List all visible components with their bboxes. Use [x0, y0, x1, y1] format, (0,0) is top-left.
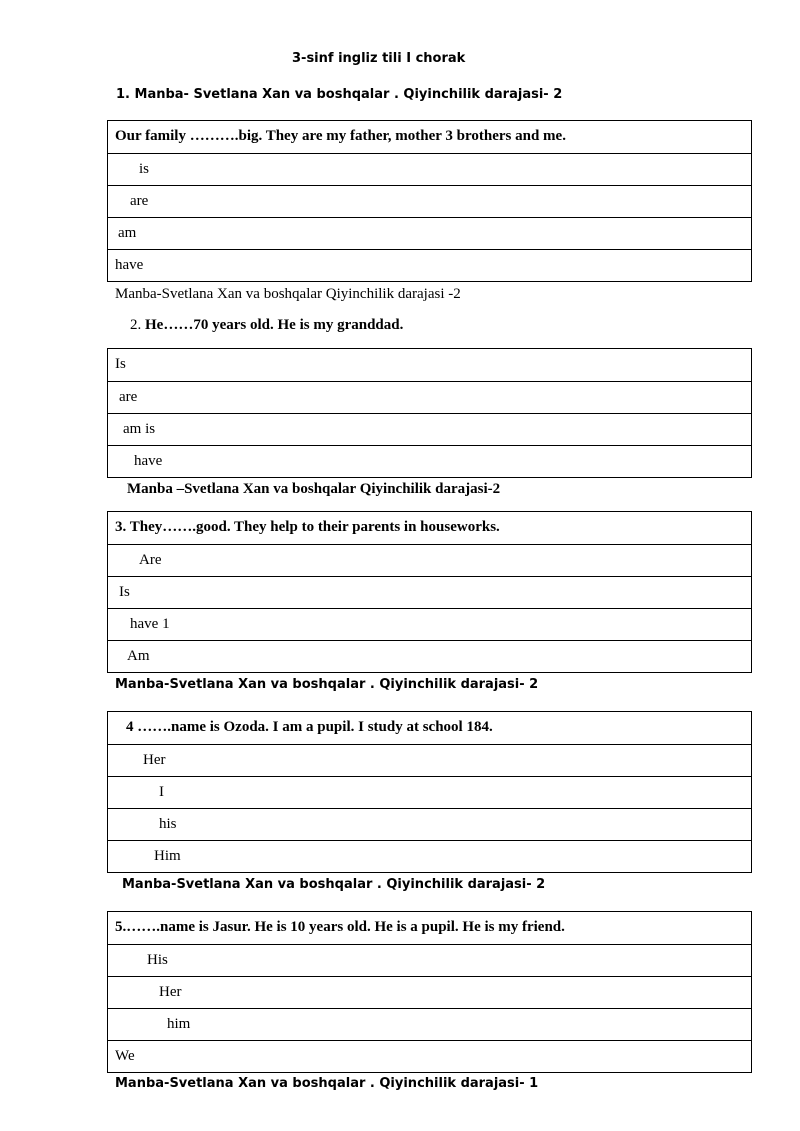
q1-option-2[interactable]: are	[130, 193, 149, 209]
q2-option-2[interactable]: are	[119, 389, 138, 405]
q4-option-1[interactable]: Her	[143, 752, 166, 768]
q4-option-2[interactable]: I	[159, 784, 164, 800]
q1-source: 1. Manba- Svetlana Xan va boshqalar . Qiyinchilik darajasi- 2	[116, 87, 563, 102]
q5-table	[107, 911, 752, 1073]
q1-option-row[interactable]	[108, 185, 751, 217]
q2-option-4[interactable]: have	[134, 453, 163, 469]
q1-question: Our family ……….big. They are my father, mother 3 brothers and me.	[115, 128, 566, 144]
q3-option-3[interactable]: have 1	[130, 616, 170, 632]
q3-question-row	[108, 512, 751, 544]
q5-option-row[interactable]	[108, 976, 751, 1008]
q1-option-row[interactable]	[108, 217, 751, 249]
q2-source: Manba-Svetlana Xan va boshqalar Qiyinchilik darajasi -2	[115, 286, 461, 302]
q5-source: Manba-Svetlana Xan va boshqalar . Qiyinchilik darajasi- 2	[122, 877, 546, 892]
q5-option-row[interactable]	[108, 944, 751, 976]
q5-option-2[interactable]: Her	[159, 984, 182, 1000]
page-title: 3-sinf ingliz tili I chorak	[292, 51, 466, 66]
q1-table	[107, 120, 752, 282]
q2-option-row[interactable]	[108, 381, 751, 413]
q5-question-row	[108, 912, 751, 944]
q1-option-3[interactable]: am	[118, 225, 137, 241]
q1-question-row	[108, 121, 751, 153]
q5-option-4[interactable]: We	[115, 1048, 135, 1064]
q5-question: 5.…….name is Jasur. He is 10 years old. He is a pupil. He is my friend.	[115, 919, 565, 935]
q2-option-row[interactable]	[108, 349, 751, 381]
q4-option-row[interactable]	[108, 776, 751, 808]
q2-number: 2.	[130, 317, 142, 333]
q3-option-1[interactable]: Are	[139, 552, 162, 568]
q3-option-row[interactable]	[108, 608, 751, 640]
q3-table	[107, 511, 752, 673]
q2-question: He……70 years old. He is my granddad.	[145, 317, 404, 333]
q3-option-row[interactable]	[108, 640, 751, 672]
q1-option-4[interactable]: have	[115, 257, 144, 273]
q2-table	[107, 348, 752, 478]
q5-option-3[interactable]: him	[167, 1016, 191, 1032]
q1-option-row[interactable]	[108, 153, 751, 185]
q1-option-1[interactable]: is	[139, 161, 150, 177]
q3-question: 3. They…….good. They help to their parents in houseworks.	[115, 519, 500, 535]
q3-option-4[interactable]: Am	[127, 648, 150, 664]
q5-option-row[interactable]	[108, 1008, 751, 1040]
q4-option-4[interactable]: Him	[154, 848, 181, 864]
footer-source: Manba-Svetlana Xan va boshqalar . Qiyinchilik darajasi- 1	[115, 1076, 539, 1091]
q3-source: Manba –Svetlana Xan va boshqalar Qiyinchilik darajasi-2	[127, 481, 501, 497]
q2-option-3[interactable]: am is	[123, 421, 156, 437]
q3-option-2[interactable]: Is	[119, 584, 130, 600]
q4-source: Manba-Svetlana Xan va boshqalar . Qiyinchilik darajasi- 2	[115, 677, 539, 692]
q4-question-row	[108, 712, 751, 744]
q4-option-row[interactable]	[108, 744, 751, 776]
q4-question: 4 …….name is Ozoda. I am a pupil. I study at school 184.	[126, 719, 493, 735]
q4-option-row[interactable]	[108, 840, 751, 872]
q2-question-line	[130, 317, 403, 334]
q5-option-1[interactable]: His	[147, 952, 168, 968]
q2-option-row[interactable]	[108, 413, 751, 445]
q5-option-row[interactable]	[108, 1040, 751, 1072]
q4-option-3[interactable]: his	[159, 816, 177, 832]
q4-option-row[interactable]	[108, 808, 751, 840]
q2-option-1[interactable]: Is	[115, 356, 126, 372]
q4-table	[107, 711, 752, 873]
q3-option-row[interactable]	[108, 576, 751, 608]
q2-option-row[interactable]	[108, 445, 751, 477]
q3-option-row[interactable]	[108, 544, 751, 576]
q1-option-row[interactable]	[108, 249, 751, 281]
